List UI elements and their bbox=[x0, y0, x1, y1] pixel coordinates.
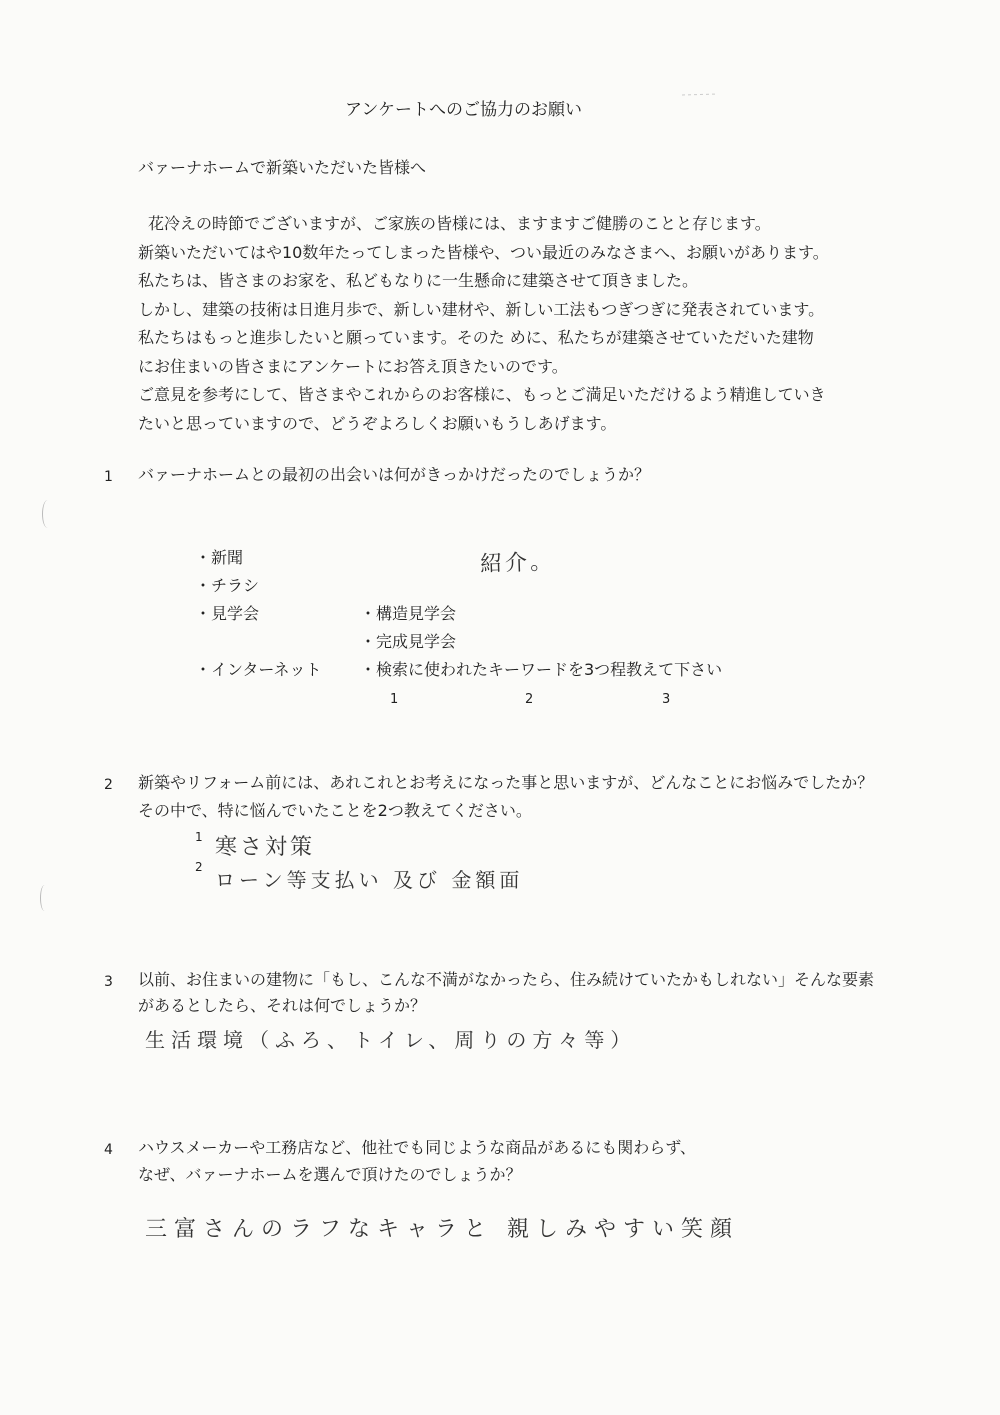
page-title: アンケートへのご協力のお願い bbox=[345, 100, 582, 120]
question-4-number: 4 bbox=[104, 1142, 113, 1158]
question-2-line2: その中で、特に悩んでいたことを2つ教えてください。 bbox=[138, 801, 532, 820]
keyword-number: 3 bbox=[662, 692, 671, 707]
question-4-line2: なぜ、バァーナホームを選んで頂けたのでしょうか？ bbox=[138, 1165, 522, 1184]
answer-number: 1 bbox=[195, 830, 203, 844]
intro-line: にお住まいの皆さまにアンケートにお答え頂きたいのです。 bbox=[138, 356, 568, 376]
greeting: バァーナホームで新築いただいた皆様へ bbox=[138, 158, 427, 177]
question-2-number: 2 bbox=[104, 777, 113, 793]
question-2-line1: 新築やリフォーム前には、あれこれとお考えになった事と思いますが、どんなことにお悩みでしたか？ bbox=[138, 773, 874, 792]
handwritten-answer-q2-1: 寒さ対策 bbox=[215, 835, 316, 860]
question-3-line1: 以前、お住まいの建物に「もし、こんな不満がなかったら、住み続けていたかもしれない」そんな要素 bbox=[138, 970, 875, 989]
keyword-number: 1 bbox=[390, 692, 399, 707]
option-tour: ・見学会 bbox=[195, 604, 260, 623]
option-flyer: ・チラシ bbox=[195, 576, 260, 595]
handwritten-answer-q4: 三富さんのラフなキャラと 親しみやすい笑顔 bbox=[145, 1217, 739, 1242]
option-internet-keywords: ・検索に使われたキーワードを3つ程教えて下さい bbox=[360, 660, 723, 679]
question-3-number: 3 bbox=[104, 974, 113, 990]
intro-line: ご意見を参考にして、皆さまやこれからのお客様に、もっとご満足いただけるよう精進していき bbox=[138, 385, 826, 404]
option-tour-structure: ・構造見学会 bbox=[360, 604, 457, 623]
question-4-line1: ハウスメーカーや工務店など、他社でも同じような商品があるにも関わらず、 bbox=[138, 1138, 696, 1157]
margin-mark bbox=[40, 885, 49, 911]
question-3-line2: があるとしたら、それは何でしょうか？ bbox=[138, 996, 427, 1015]
intro-paragraph bbox=[138, 210, 829, 438]
option-newspaper: ・新聞 bbox=[195, 548, 244, 567]
question-1-number: 1 bbox=[104, 469, 113, 485]
option-tour-completed: ・完成見学会 bbox=[360, 632, 457, 651]
intro-line: 新築いただいてはや10数年たってしまった皆様や、つい最近のみなさまへ、お願いがあります。 bbox=[138, 242, 829, 262]
answer-number: 2 bbox=[195, 860, 203, 874]
intro-line: 花冷えの時節でございますが、ご家族の皆様には、ますますご健勝のことと存じます。 bbox=[148, 214, 771, 233]
handwritten-answer-q3: 生活環境（ふろ、トイレ、周りの方々等） bbox=[145, 1028, 637, 1052]
handwritten-answer-q1: 紹介。 bbox=[479, 549, 556, 578]
margin-mark bbox=[42, 500, 53, 528]
handwritten-answer-q2-2: ローン等支払い 及び 金額面 bbox=[215, 868, 524, 892]
intro-line: 私たちはもっと進歩したいと願っています。そのた めに、私たちが建築させていただいた建物 bbox=[138, 328, 814, 347]
scan-smudge bbox=[680, 92, 720, 98]
keyword-number: 2 bbox=[525, 692, 534, 707]
option-internet: ・インターネット bbox=[195, 660, 322, 679]
intro-line: しかし、建築の技術は日進月歩で、新しい建材や、新しい工法もつぎつぎに発表されています。 bbox=[138, 299, 825, 319]
question-1-text: バァーナホームとの最初の出会いは何がきっかけだったのでしょうか？ bbox=[138, 465, 651, 484]
intro-line: たいと思っていますので、どうぞよろしくお願いもうしあげます。 bbox=[138, 413, 617, 433]
intro-line: 私たちは、皆さまのお家を、私どもなりに一生懸命に建築させて頂きました。 bbox=[138, 271, 699, 290]
